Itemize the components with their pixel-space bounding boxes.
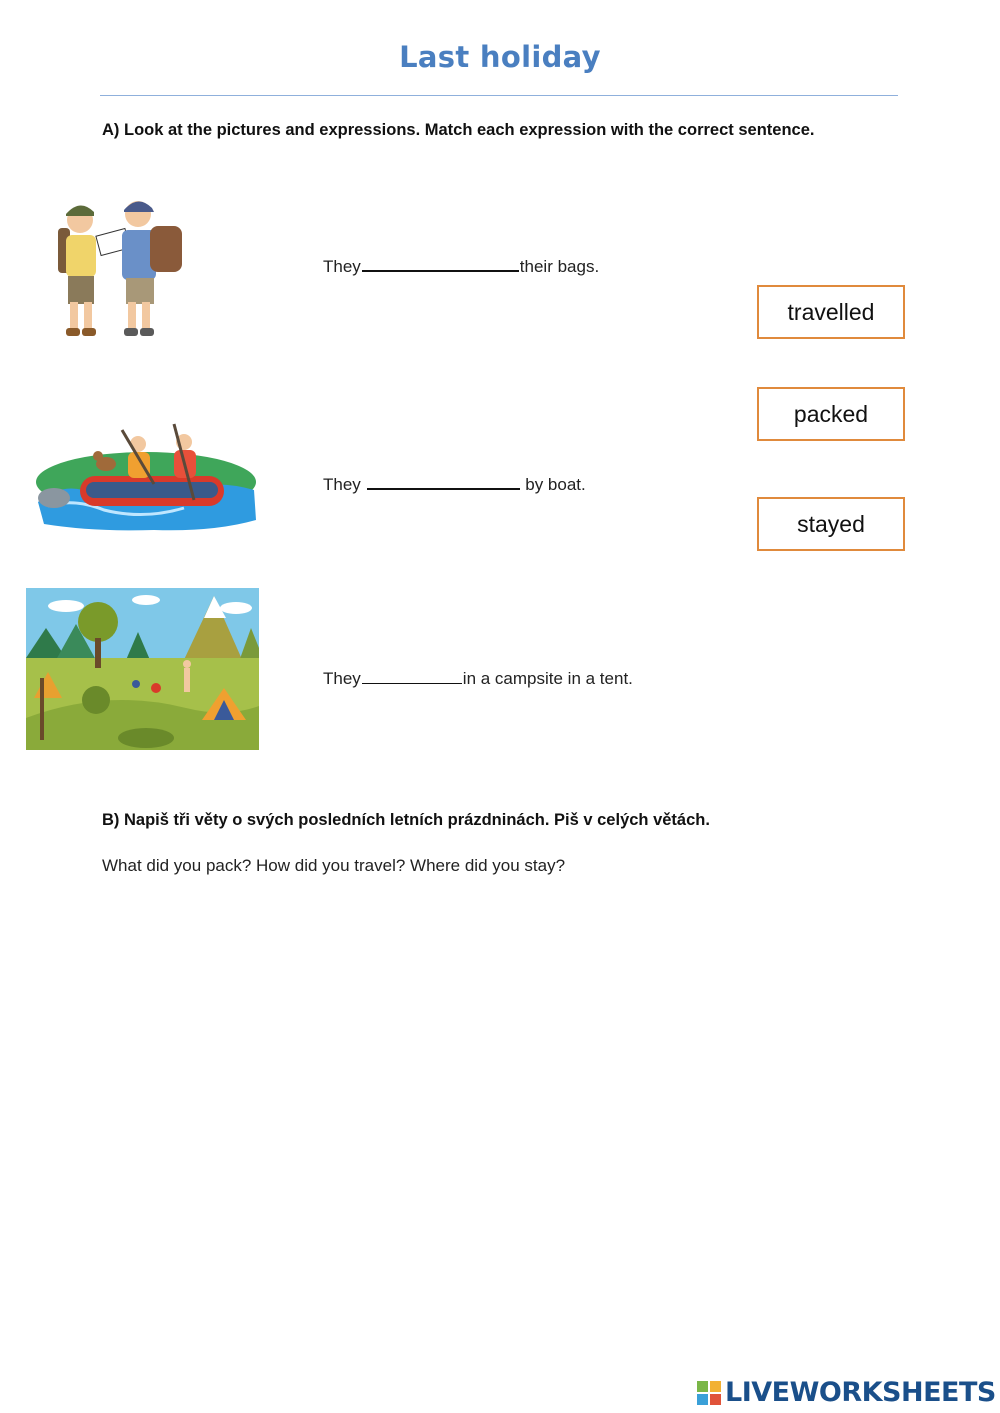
sentence-3-blank[interactable] bbox=[362, 665, 462, 684]
word-card-packed[interactable]: packed bbox=[757, 387, 905, 441]
word-card-travelled[interactable]: travelled bbox=[757, 285, 905, 339]
word-card-stayed[interactable]: stayed bbox=[757, 497, 905, 551]
sentence-1-end: their bags. bbox=[519, 257, 600, 276]
sentence-3 bbox=[323, 665, 633, 689]
brand-name: LIVEWORKSHEETS bbox=[725, 1377, 996, 1408]
sentence-3-end: in a campsite in a tent. bbox=[462, 669, 633, 688]
liveworksheets-logo-icon bbox=[697, 1381, 721, 1405]
sentence-2-end: by boat. bbox=[520, 475, 586, 494]
section-b-heading: B) Napiš tři věty o svých posledních letních prázdninách. Piš v celých větách. bbox=[102, 811, 710, 829]
sentence-1-blank[interactable] bbox=[362, 252, 519, 272]
raft-illustration bbox=[34, 420, 258, 535]
liveworksheets-brand bbox=[697, 1377, 996, 1408]
campsite-illustration bbox=[26, 588, 259, 750]
sentence-1 bbox=[323, 252, 599, 277]
sentence-3-start: They bbox=[323, 669, 361, 688]
hikers-illustration bbox=[50, 190, 190, 345]
sentence-1-start: They bbox=[323, 257, 361, 276]
section-a-heading: A) Look at the pictures and expressions. Match each expression with the correct sentence. bbox=[102, 121, 815, 139]
title-divider bbox=[100, 95, 898, 96]
page-title: Last holiday bbox=[399, 40, 601, 74]
sentence-2-start: They bbox=[323, 475, 366, 494]
section-b-questions: What did you pack? How did you travel? Where did you stay? bbox=[102, 856, 566, 875]
sentence-2-blank[interactable] bbox=[367, 470, 520, 490]
sentence-2 bbox=[323, 470, 586, 495]
